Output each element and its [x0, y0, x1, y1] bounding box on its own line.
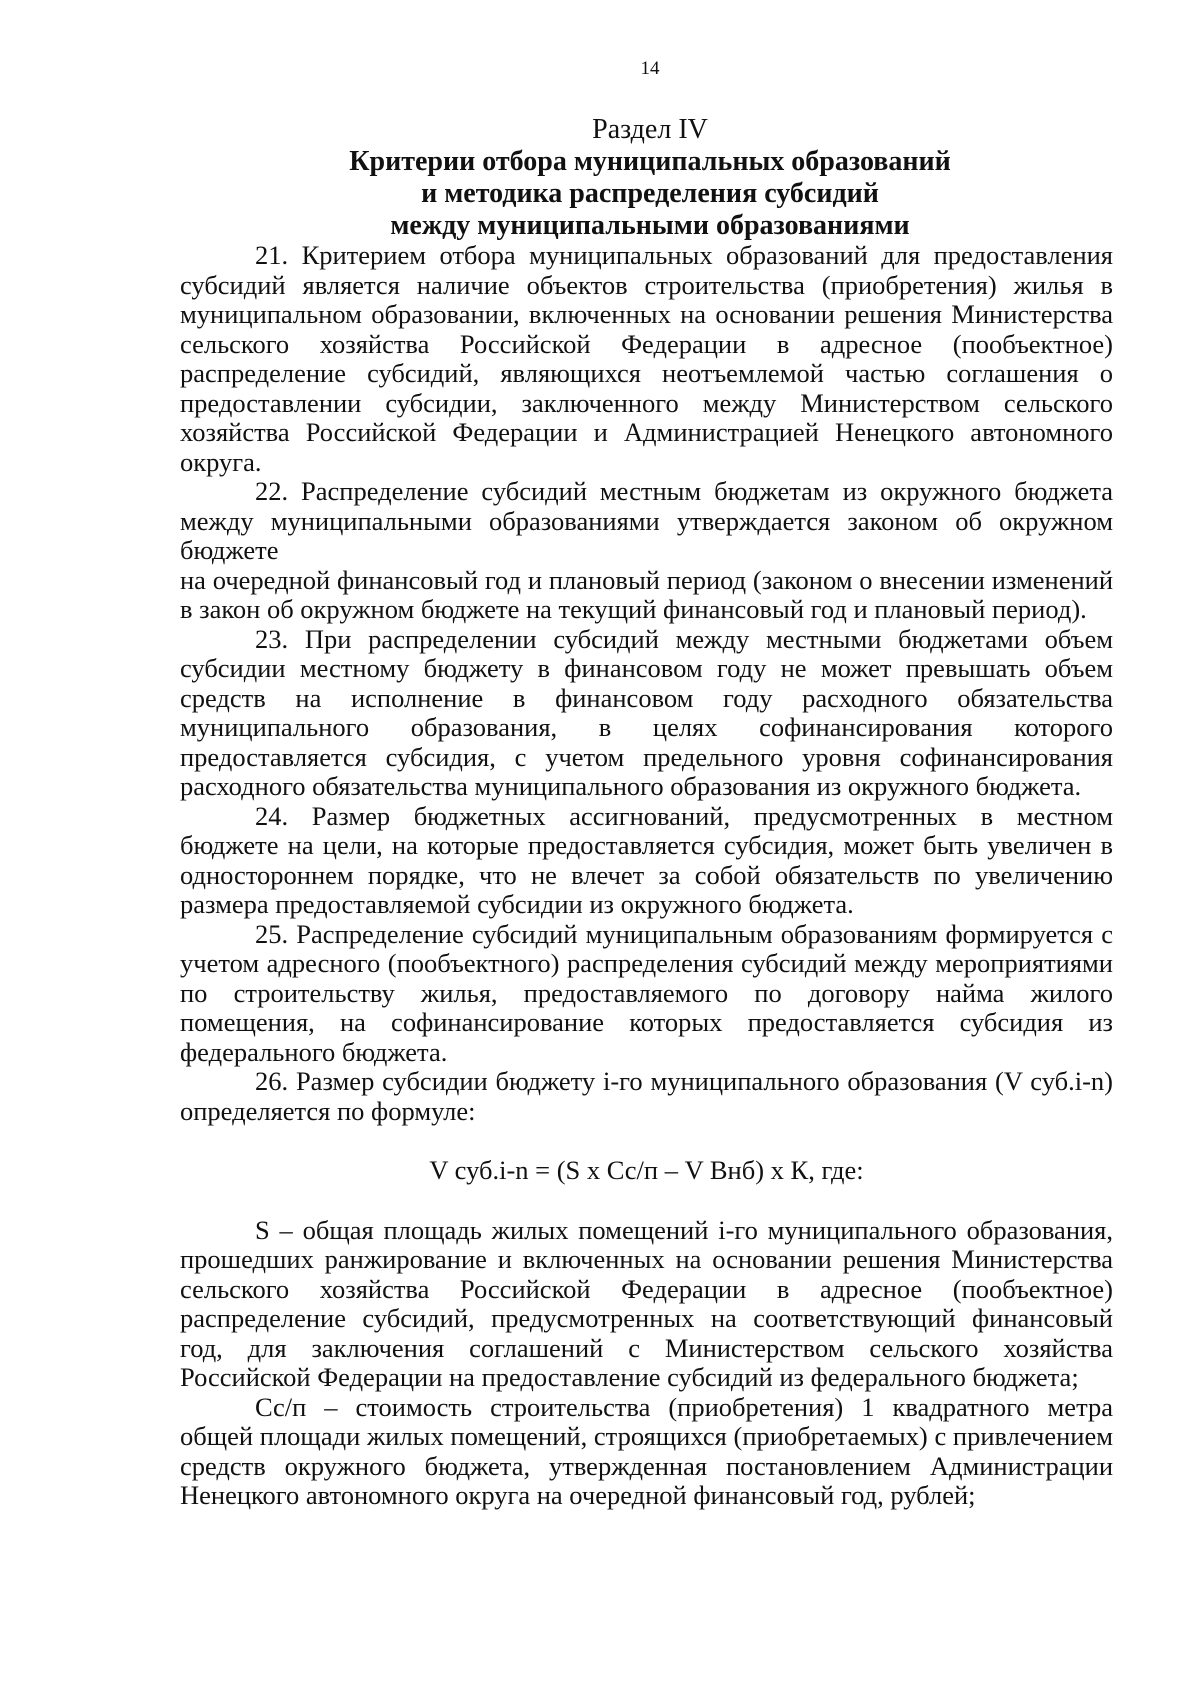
- paragraph-21: 21. Критерием отбора муниципальных образований для предоставления субсидий является наличие объектов строительства (приобретения) жилья в муниципальном образовании, включенных на основании решения Министерства сельского хозяйства Российской Федерации в адресное (пообъектное) распределение субсидий, являющихся неотъемлемой частью соглашения о предоставлении субсидии, заключенного между Министерством сельского хозяйства Российской Федерации и Администрацией Ненецкого автономного округа.: [180, 240, 1113, 477]
- paragraph-25: 25. Распределение субсидий муниципальным образованиям формируется с учетом адресного (пообъектного) распределения субсидий между мероприятиями по строительству жилья, предоставляемого по договору найма жилого помещения, на софинансирование которых предоставляется субсидия из федерального бюджета.: [180, 918, 1113, 1067]
- section-heading: [0, 114, 1200, 242]
- formula: V суб.i-n = (S x Сс/п – V Внб) x К, где:: [429, 1155, 864, 1185]
- section-label: Раздел IV: [592, 114, 708, 145]
- paragraph-26: 26. Размер субсидии бюджету i-го муниципального образования (V суб.i-n) определяется по формуле:: [180, 1066, 1113, 1126]
- definition-cc: Сс/п – стоимость строительства (приобретения) 1 квадратного метра общей площади жилых помещений, строящихся (приобретаемых) с привлечением средств окружного бюджета, утвержденная постановлением Администрации Ненецкого автономного округа на очередной финансовый год, рублей;: [180, 1391, 1113, 1510]
- paragraph-22-part-2: на очередной финансовый год и плановый период (законом о внесении изменений в закон об окружном бюджете на текущий финансовый год и плановый период).: [180, 564, 1113, 624]
- page-number: 14: [640, 58, 660, 79]
- section-title-line-3: между муниципальными образованиями: [390, 210, 910, 241]
- paragraph-24: 24. Размер бюджетных ассигнований, предусмотренных в местном бюджете на цели, на которые предоставляется субсидия, может быть увеличен в одностороннем порядке, что не влечет за собой обязательств по увеличению размера предоставляемой субсидии из окружного бюджета.: [180, 800, 1113, 919]
- paragraph-22-part-1: 22. Распределение субсидий местным бюджетам из окружного бюджета между муниципальными образованиями утверждается законом об окружном бюджете: [180, 476, 1113, 565]
- section-title-line-1: Критерии отбора муниципальных образований: [349, 146, 951, 177]
- document-body: [180, 241, 1113, 1511]
- section-title-line-2: и методика распределения субсидий: [421, 178, 879, 209]
- definition-s: S – общая площадь жилых помещений i-го муниципального образования, прошедших ранжирование и включенных на основании решения Министерства сельского хозяйства Российской Федерации в адресное (пообъектное) распределение субсидий, предусмотренных на соответствующий финансовый год, для заключения соглашений с Министерством сельского хозяйства Российской Федерации на предоставление субсидий из федерального бюджета;: [180, 1214, 1113, 1392]
- paragraph-23: 23. При распределении субсидий между местными бюджетами объем субсидии местному бюджету в финансовом году не может превышать объем средств на исполнение в финансовом году расходного обязательства муниципального образования, в целях софинансирования которого предоставляется субсидия, с учетом предельного уровня софинансирования расходного обязательства муниципального образования из окружного бюджета.: [180, 623, 1113, 801]
